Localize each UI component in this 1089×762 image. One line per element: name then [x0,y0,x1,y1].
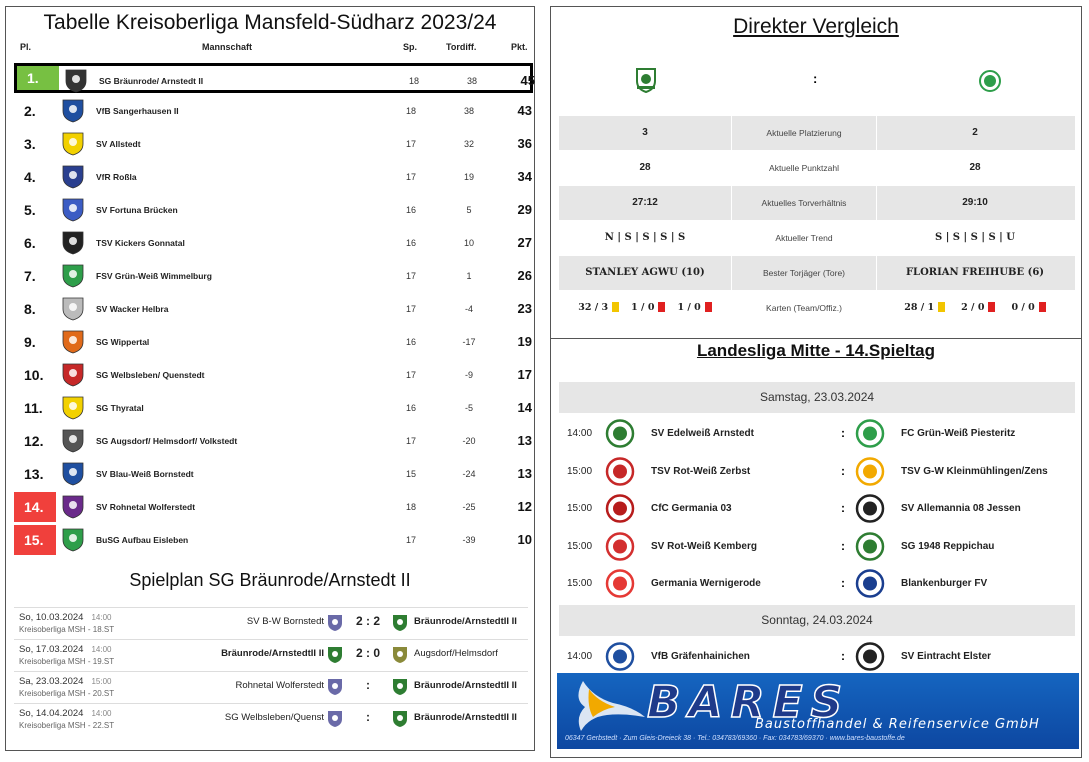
compare-label: Aktuelle Punktzahl [731,151,877,185]
compare-team-b: 28 [969,162,981,173]
compare-colon: : [813,71,818,86]
row-games: 17 [405,535,416,545]
compare-team-b: FLORIAN FREIHUBE (6) [905,267,1045,278]
table-row [14,96,533,126]
table-row [14,129,533,159]
match-colon: : [841,538,845,553]
schedule-match[interactable] [14,671,528,702]
card-icon [658,302,665,312]
row-games: 17 [405,304,416,314]
table-row [14,426,533,456]
match-date-text: So, 14.04.2024 [19,708,84,719]
match-away: Bräunrode/ArnstedtII II [414,712,517,723]
row-games: 17 [405,436,416,446]
match-competition: Kreisoberliga MSH - 19.ST [19,657,115,666]
card-value-b: 0 / 0 [1011,302,1035,313]
row-team[interactable]: SV Blau-Weiß Bornstedt [96,469,194,479]
match-date [19,708,111,719]
row-team[interactable]: SV Fortuna Brücken [96,205,178,215]
team-crest-icon [59,165,87,189]
row-position: 8. [24,301,36,317]
team-crest-icon [59,429,87,453]
row-points: 17 [517,367,532,382]
card-count-a [631,302,665,313]
match-away: Bräunrode/ArnstedtII II [414,616,517,627]
row-goal-diff: 32 [463,139,474,149]
away-crest-icon [391,614,409,632]
match-time: 14:00 [91,645,112,654]
team-crest-icon [59,495,87,519]
row-points: 10 [517,532,532,547]
card-value-a: 1 / 0 [677,302,701,313]
home-crest-icon [605,494,635,523]
landesliga-match[interactable] [559,528,1075,565]
home-crest-icon [605,419,635,448]
row-position: 12. [24,433,44,449]
row-goal-diff: 10 [463,238,474,248]
row-goal-diff: 5 [466,205,472,215]
row-games: 15 [405,469,416,479]
compare-title: Direkter Vergleich [733,15,899,38]
compare-row [559,221,1075,255]
match-home: SV Edelweiß Arnstedt [651,428,754,439]
row-position: 14. [14,492,56,522]
away-crest-icon [855,642,885,671]
row-points: 19 [517,334,532,349]
row-points: 29 [517,202,532,217]
compare-row [559,256,1075,290]
card-count-a [578,302,619,313]
row-games: 16 [405,238,416,248]
away-crest-icon [855,419,885,448]
header-pkt: Pkt. [511,42,528,52]
card-count-b [961,302,995,313]
team-crest-icon [59,396,87,420]
team-crest-icon [59,297,87,321]
row-points: 23 [517,301,532,316]
card-value-b: 2 / 0 [961,302,985,313]
match-date [19,644,111,655]
row-games: 17 [405,139,416,149]
table-row [14,492,533,522]
row-position: 7. [24,268,36,284]
row-team[interactable]: SG Wippertal [96,337,150,347]
sponsor-address: 06347 Gerbstedt · Zum Gleis-Dreieck 38 · Tel.: 034783/69360 · Fax: 034783/69370 · www.bares-baustoffe.de [565,735,905,742]
card-icon [1039,302,1046,312]
sponsor-name: BARES [647,677,851,728]
row-games: 16 [405,337,416,347]
row-goal-diff: -17 [462,337,476,347]
row-goal-diff: -24 [462,469,476,479]
row-team[interactable]: SV Wacker Helbra [96,304,169,314]
row-position: 10. [24,367,44,383]
match-colon: : [841,426,845,440]
table-row [14,195,533,225]
away-crest-icon [855,532,885,561]
away-crest-icon [855,494,885,523]
row-games: 17 [405,370,416,380]
row-goal-diff: 1 [466,271,472,281]
row-team[interactable]: VfR Roßla [96,172,137,182]
row-goal-diff: -39 [462,535,476,545]
match-score: : [366,678,370,692]
match-colon: : [841,576,845,590]
row-games: 18 [408,76,419,86]
row-position: 15. [14,525,56,555]
match-time: 14:00 [567,650,593,662]
row-goal-diff: -25 [462,502,476,512]
match-away: FC Grün-Weiß Piesteritz [901,428,1016,439]
team-crest-icon [59,198,87,222]
row-position: 4. [24,169,36,185]
match-time: 15:00 [91,677,112,686]
card-value-a: 1 / 0 [631,302,655,313]
team-crest-icon [62,69,90,93]
landesliga-match[interactable] [559,490,1075,527]
header-sp: Sp. [403,42,418,52]
card-icon [612,302,619,312]
row-points: 43 [517,103,532,118]
away-crest-icon [391,678,409,696]
row-position: 11. [24,400,43,416]
match-time: 14:00 [91,709,112,718]
match-time: 14:00 [567,428,593,439]
header-team: Mannschaft [202,42,253,52]
landesliga-match[interactable] [559,415,1075,452]
home-crest-icon [326,614,344,632]
table-row [14,63,533,93]
card-count-a [677,302,711,313]
team-crest-icon [59,264,87,288]
cards-label: Karten (Team/Offiz.) [731,291,877,325]
row-games: 16 [405,403,416,413]
match-competition: Kreisoberliga MSH - 22.ST [19,721,115,730]
row-goal-diff: -5 [464,403,473,413]
match-away: SG 1948 Reppichau [901,540,995,552]
match-time: 15:00 [567,503,593,514]
team-crest-icon [59,231,87,255]
row-goal-diff: -9 [464,370,473,380]
compare-row [559,116,1075,150]
match-date [19,676,111,687]
match-competition: Kreisoberliga MSH - 20.ST [19,689,115,698]
home-crest-icon [605,642,635,671]
schedule-match[interactable] [14,639,528,670]
away-crest-icon [855,457,885,486]
card-icon [988,302,995,312]
match-home: Rohnetal Wolferstedt [235,680,324,691]
away-crest-icon [855,569,885,598]
compare-label: Aktueller Trend [731,221,877,255]
table-row [14,525,533,555]
home-crest-icon [326,646,344,664]
match-home: SV B-W Bornstedt [246,616,324,627]
match-home: TSV Rot-Weiß Zerbst [651,465,751,477]
compare-team-a: 28 [639,162,651,173]
row-team[interactable]: BuSG Aufbau Eisleben [96,535,189,545]
card-count-b [1011,302,1045,313]
table-row [14,294,533,324]
flame-logo-icon [563,677,647,737]
row-points: 26 [517,268,532,283]
home-crest-icon [605,457,635,486]
card-count-b [904,302,945,313]
cards-team-a [559,291,731,325]
header-pl: Pl. [20,42,32,52]
landesliga-match[interactable] [559,638,1075,675]
table-row [14,360,533,390]
compare-team-a: N | S | S | S | S [604,232,686,243]
row-position: 6. [24,235,36,251]
row-points: 13 [517,466,532,481]
match-home: CfC Germania 03 [651,503,732,514]
card-value-b: 28 / 1 [904,302,935,313]
row-goal-diff: -20 [462,436,476,446]
table-title: Tabelle Kreisoberliga Mansfeld-Südharz 2023/24 [43,11,497,34]
row-games: 17 [405,271,416,281]
table-header [6,42,534,56]
row-position: 3. [24,136,36,152]
row-position: 5. [24,202,36,218]
away-crest-icon [391,646,409,664]
card-icon [938,302,945,312]
card-icon [705,302,712,312]
compare-label: Aktuelles Torverhältnis [731,186,877,220]
row-games: 18 [405,106,416,116]
match-away: SV Allemannia 08 Jessen [901,503,1021,514]
divider [551,338,1081,339]
row-position: 9. [24,334,36,350]
card-value-a: 32 / 3 [578,302,609,313]
table-row [14,327,533,357]
comparison-panel [550,6,1082,758]
team-crest-icon [59,363,87,387]
compare-team-b: 29:10 [962,197,988,208]
team-crest-icon [59,462,87,486]
day-header: Sonntag, 24.03.2024 [559,605,1075,636]
team-crest-icon [59,132,87,156]
row-team[interactable]: SV Allstedt [96,139,141,149]
home-crest-icon [605,532,635,561]
row-points: 27 [517,235,532,250]
match-home: Bräunrode/ArnstedtII II [221,648,324,659]
compare-team-b: S | S | S | S | U [934,232,1015,243]
row-team[interactable]: SG Thyratal [96,403,144,413]
match-score: 2 : 0 [355,646,380,660]
row-games: 17 [405,172,416,182]
match-away: Augsdorf/Helmsdorf [414,648,498,659]
match-colon: : [841,648,845,663]
match-away: SV Eintracht Elster [901,650,992,662]
match-score: : [366,710,370,724]
row-goal-diff: -4 [464,304,473,314]
row-team[interactable]: SG Bräunrode/ Arnstedt II [99,76,204,86]
row-team[interactable]: TSV Kickers Gonnatal [96,238,185,248]
match-away: Bräunrode/ArnstedtII II [414,680,517,691]
match-time: 15:00 [567,540,593,552]
row-team[interactable]: VfB Sangerhausen II [96,106,179,116]
table-row [14,459,533,489]
row-points: 34 [517,169,532,184]
compare-team-a: 3 [642,127,648,138]
league-table-panel [5,6,535,751]
match-home: Germania Wernigerode [651,578,761,589]
away-crest-icon [391,710,409,728]
match-home: SV Rot-Weiß Kemberg [651,540,757,552]
team-crest-icon [59,99,87,123]
compare-team-a: 27:12 [632,197,658,208]
team-crest-icon [59,528,87,552]
match-colon: : [841,501,845,515]
compare-row [559,186,1075,220]
day-header: Samstag, 23.03.2024 [559,382,1075,413]
match-time: 15:00 [567,465,593,477]
match-date-text: So, 17.03.2024 [19,644,84,655]
table-row [14,261,533,291]
compare-team-b: 2 [972,127,978,138]
row-points: 45 [520,73,535,88]
row-position: 2. [24,103,36,119]
row-goal-diff: 19 [463,172,474,182]
row-games: 18 [405,502,416,512]
match-date-text: Sa, 23.03.2024 [19,676,84,687]
landesliga-title: Landesliga Mitte - 14.Spieltag [696,341,936,360]
row-points: 13 [517,433,532,448]
match-competition: Kreisoberliga MSH - 18.ST [19,625,115,634]
row-points: 36 [517,136,532,151]
match-date-text: So, 10.03.2024 [19,612,84,623]
schedule-title: Spielplan SG Bräunrode/Arnstedt II [129,570,411,590]
row-team[interactable]: SG Augsdorf/ Helmsdorf/ Volkstedt [96,436,238,446]
sponsor-banner[interactable] [557,673,1079,749]
table-row [14,228,533,258]
match-time: 14:00 [91,613,112,622]
row-goal-diff: 38 [463,106,474,116]
schedule-match[interactable] [14,703,528,734]
team-b-logo-icon [979,69,1001,95]
match-away: Blankenburger FV [901,578,988,589]
header-tordiff: Tordiff. [446,42,477,52]
landesliga-match[interactable] [559,453,1075,490]
schedule-match[interactable] [14,607,528,638]
team-a-logo-icon [635,67,657,93]
table-row [14,393,533,423]
row-points: 12 [517,499,532,514]
compare-row [559,151,1075,185]
row-position: 1. [17,66,59,90]
sponsor-tagline: Baustoffhandel & Reifenservice GmbH [755,717,1040,732]
row-points: 14 [517,400,532,415]
match-date [19,612,111,623]
compare-team-a: STANLEY AGWU (10) [585,267,705,278]
compare-cards-row [559,291,1075,325]
home-crest-icon [326,710,344,728]
compare-label: Aktuelle Platzierung [731,116,877,150]
table-row [14,162,533,192]
row-team[interactable]: FSV Grün-Weiß Wimmelburg [96,271,212,281]
cards-team-b [875,291,1075,325]
row-goal-diff: 38 [466,76,477,86]
compare-label: Bester Torjäger (Tore) [731,256,877,290]
match-home: VfB Gräfenhainichen [651,650,750,662]
home-crest-icon [326,678,344,696]
landesliga-match[interactable] [559,565,1075,602]
match-home: SG Welbsleben/Quenst [224,712,324,723]
row-team[interactable]: SV Rohnetal Wolferstedt [96,502,196,512]
match-colon: : [841,463,845,478]
match-time: 15:00 [567,578,593,589]
match-away: TSV G-W Kleinmühlingen/Zens [901,465,1048,477]
row-position: 13. [24,466,44,482]
row-games: 16 [405,205,416,215]
team-crest-icon [59,330,87,354]
home-crest-icon [605,569,635,598]
row-team[interactable]: SG Welbsleben/ Quenstedt [96,370,205,380]
match-score: 2 : 2 [355,614,380,628]
